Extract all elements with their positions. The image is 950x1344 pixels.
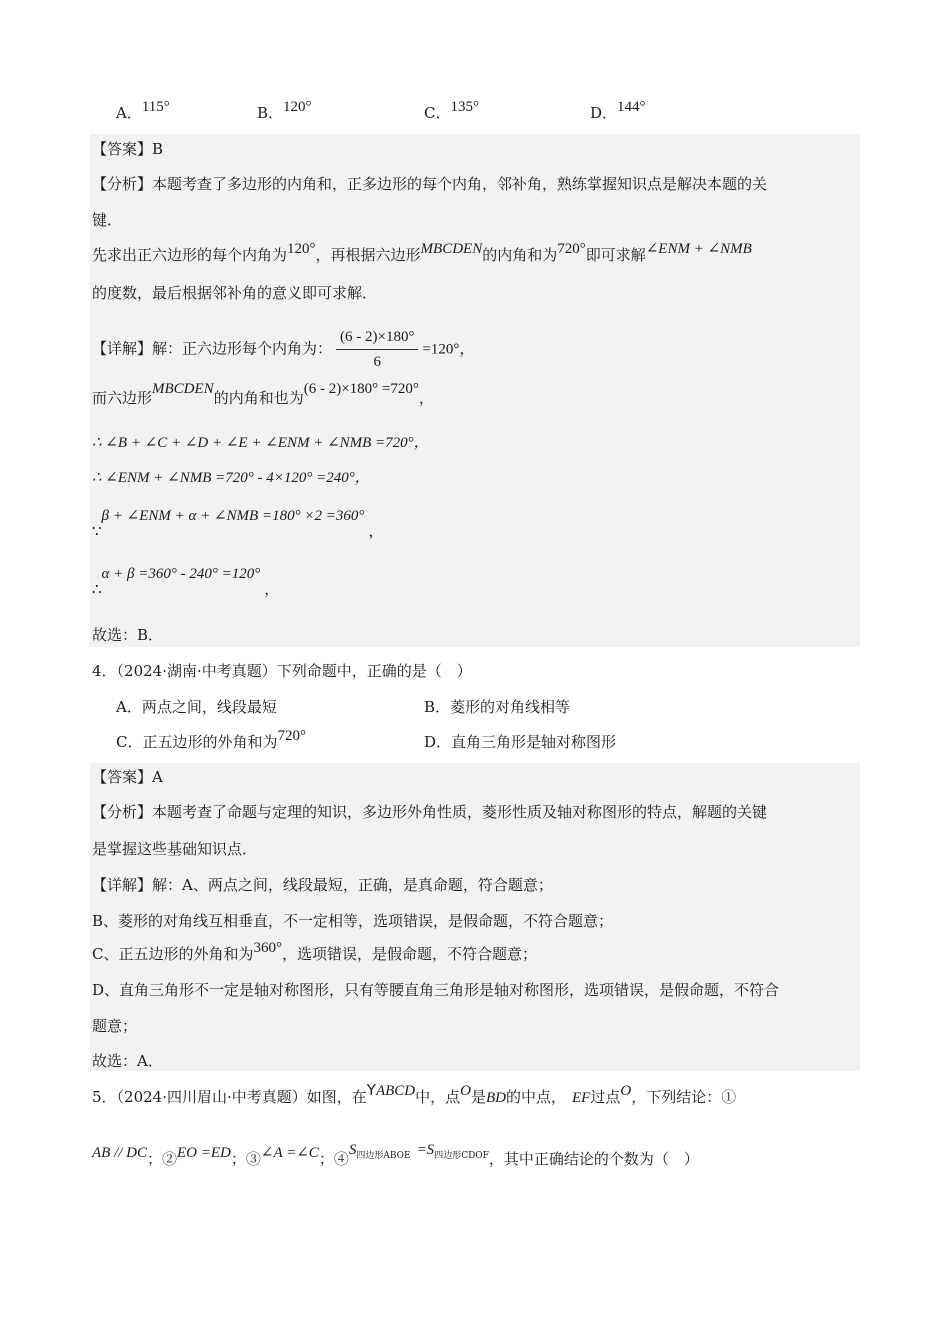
q4-stem: 4．（2024·湖南·中考真题）下列命题中，正确的是（ ）	[92, 662, 472, 680]
q3-analysis-line1: 【分析】本题考查了多边形的内角和，正多边形的每个内角，邻补角，熟练掌握知识点是解决本题的关	[92, 175, 768, 193]
q3-detail-line5: ∵β + ∠ENM + α + ∠NMB =180° ×2 =360°，	[92, 508, 384, 540]
q4-option-b[interactable]: B．菱形的对角线相等	[424, 698, 571, 716]
q3-analysis-line2: 键．	[92, 211, 123, 229]
q4-option-d[interactable]: D．直角三角形是轴对称图形	[424, 733, 617, 751]
q3-detail-line3: ∴ ∠B + ∠C + ∠D + ∠E + ∠ENM + ∠NMB =720°，	[92, 435, 429, 451]
q4-detail-line5: 题意；	[92, 1017, 138, 1035]
q4-detail-line1: 【详解】解：A、两点之间，线段最短，正确，是真命题，符合题意；	[92, 876, 553, 894]
q3-answer: 【答案】B	[92, 140, 164, 158]
q5-stem-line2: AB // DC；②EO =ED；③∠A =∠C；$④S^{四边形ABOE} =S^{四边形CDOF}$，其中正确结论的个数为（ ）	[92, 1142, 699, 1168]
q3-detail-line2: 而六边形MBCDEN的内角和也为(6 - 2)×180° =720°，	[92, 381, 434, 407]
q4-choose: 故选：A．	[92, 1052, 163, 1070]
q3-option-b[interactable]: B．120°	[257, 99, 312, 122]
fraction: $\frac{(6 - 2)\times 180^\circ}{6}$	[336, 327, 418, 372]
q5-stem-line1: 5．（2024·四川眉山·中考真题）如图，在YABCD中，点O是BD的中点， EF过点O，下列结论：①	[92, 1081, 737, 1106]
q3-analysis-line3: 先求出正六边形的每个内角为120°，再根据六边形MBCDEN的内角和为720°即可求解∠ENM + ∠NMB	[92, 241, 752, 264]
q4-option-a[interactable]: A．两点之间，线段最短	[116, 698, 277, 716]
q4-detail-line3: C、正五边形的外角和为360°，选项错误，是假命题，不符合题意；	[92, 940, 537, 963]
q3-option-d[interactable]: D．144°	[590, 99, 646, 122]
q4-analysis-line2: 是掌握这些基础知识点．	[92, 840, 258, 858]
parallelogram-symbol: Y	[366, 1081, 376, 1099]
q4-detail-line4: D、直角三角形不一定是轴对称图形，只有等腰直角三角形是轴对称图形，选项错误，是假命题，不符合	[92, 981, 780, 999]
q4-detail-line2: B、菱形的对角线互相垂直，不一定相等，选项错误，是假命题，不符合题意；	[92, 912, 614, 930]
q4-option-c[interactable]: C．正五边形的外角和为720°	[116, 728, 306, 751]
q3-choose: 故选：B．	[92, 626, 164, 644]
q3-detail-line1: 【详解】解：正六边形每个内角为： $\frac{(6 - 2)\times 180^\circ}{6}$ =120°，	[92, 329, 475, 370]
q3-option-a[interactable]: A．115°	[116, 99, 170, 122]
q4-analysis-line1: 【分析】本题考查了命题与定理的知识，多边形外角性质，菱形性质及轴对称图形的特点，解题的关键	[92, 803, 768, 821]
q3-detail-line4: ∴ ∠ENM + ∠NMB =720° - 4×120° =240°，	[92, 470, 370, 486]
q3-detail-line6: ∴α + β =360° - 240° =120°，	[92, 566, 280, 598]
q3-analysis-line4: 的度数，最后根据邻补角的意义即可求解．	[92, 284, 378, 302]
q4-answer: 【答案】A	[92, 768, 163, 786]
q3-option-c[interactable]: C．135°	[424, 99, 479, 122]
